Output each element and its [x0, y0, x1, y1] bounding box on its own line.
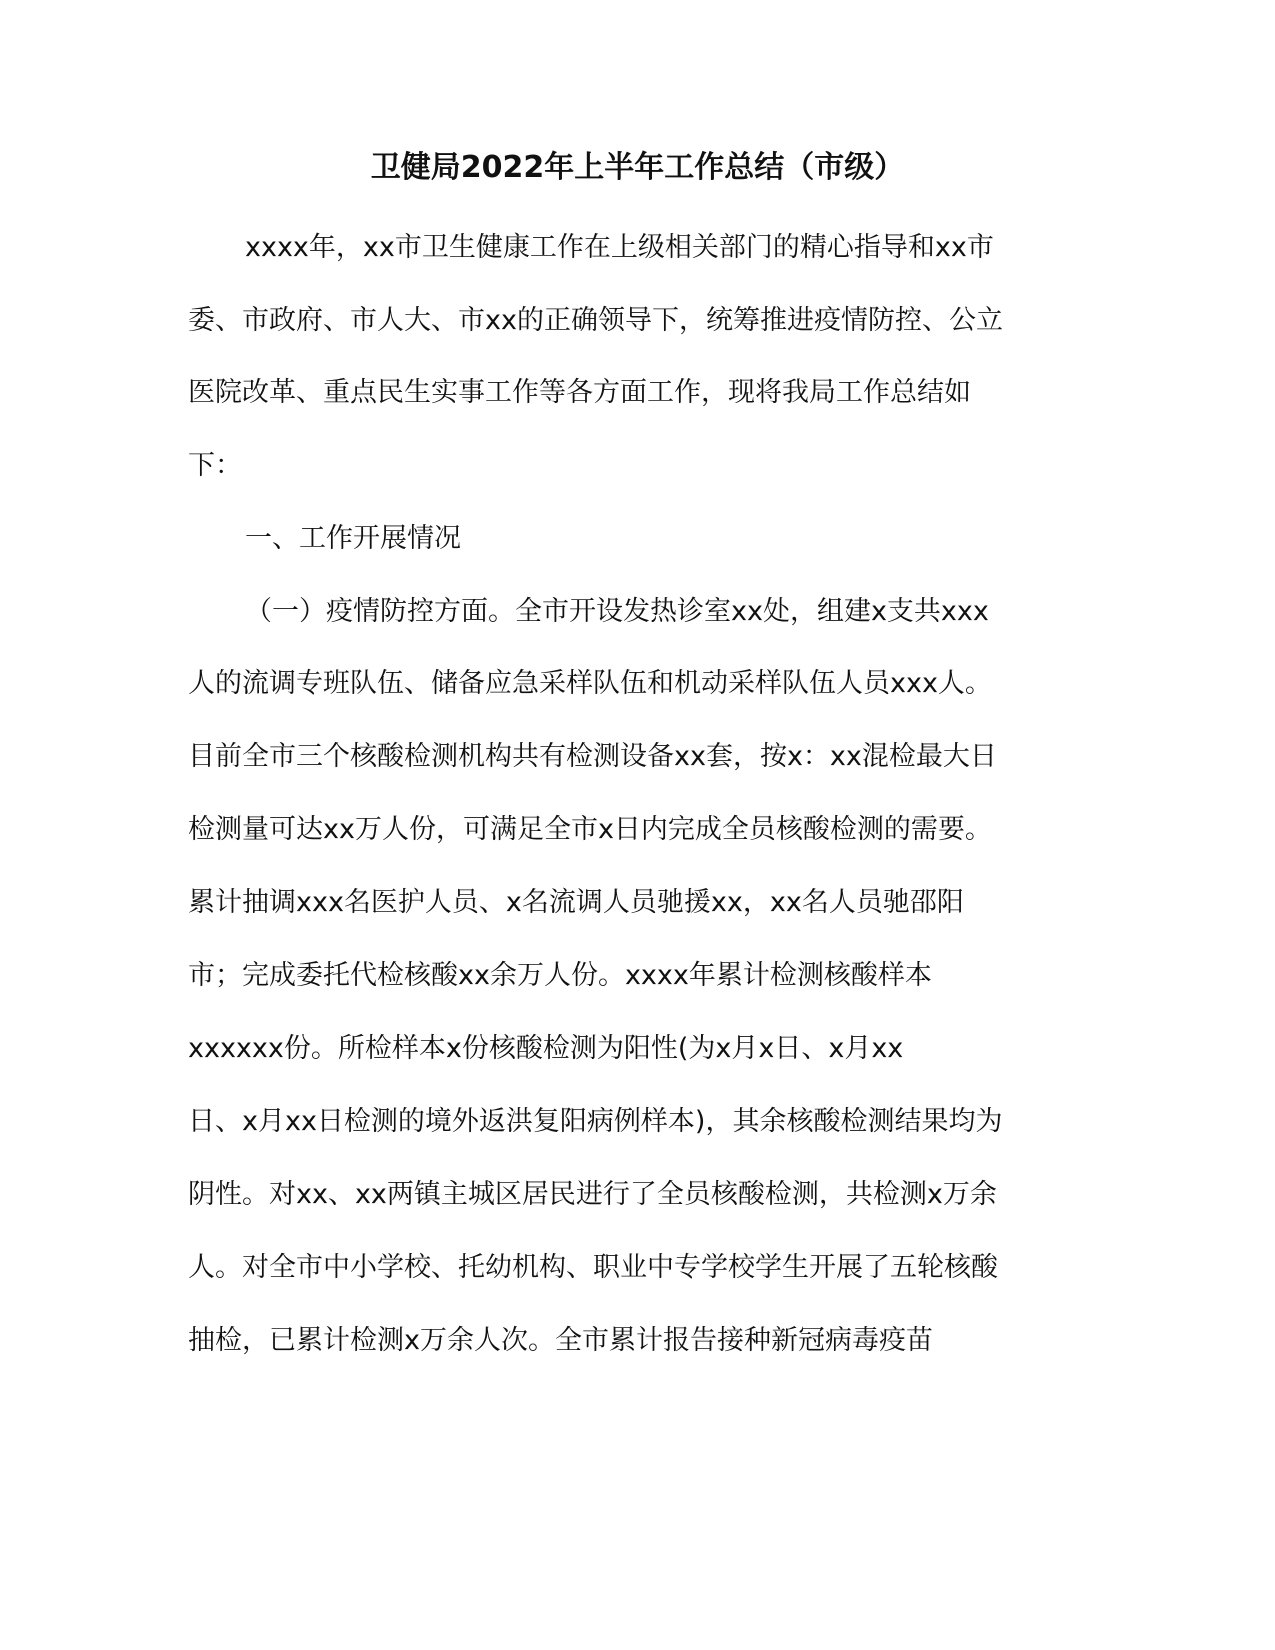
paragraph-line-15: 人。对全市中小学校、托幼机构、职业中专学校学生开展了五轮核酸 [188, 1252, 998, 1283]
paragraph-line-2: 委、市政府、市人大、市xx的正确领导下，统筹推进疫情防控、公立 [188, 305, 1003, 336]
paragraph-line-14: 阴性。对xx、xx两镇主城区居民进行了全员核酸检测，共检测x万余 [188, 1179, 997, 1210]
paragraph-line-12: xxxxxx份。所检样本x份核酸检测为阳性(为x月x日、x月xx [188, 1033, 904, 1064]
paragraph-line-4: 下： [188, 450, 242, 481]
paragraph-line-16: 抽检，已累计检测x万余人次。全市累计报告接种新冠病毒疫苗 [188, 1325, 933, 1356]
paragraph-line-3: 医院改革、重点民生实事工作等各方面工作，现将我局工作总结如 [188, 377, 971, 408]
paragraph-line-6: （一）疫情防控方面。全市开设发热诊室xx处，组建x支共xxx [245, 596, 989, 627]
paragraph-line-10: 累计抽调xxx名医护人员、x名流调人员驰援xx，xx名人员驰邵阳 [188, 887, 964, 918]
paragraph-line-7: 人的流调专班队伍、储备应急采样队伍和机动采样队伍人员xxx人。 [188, 668, 992, 699]
paragraph-line-13: 日、x月xx日检测的境外返洪复阳病例样本)，其余核酸检测结果均为 [188, 1106, 1003, 1137]
section-heading: 一、工作开展情况 [245, 523, 461, 554]
paragraph-line-9: 检测量可达xx万人份，可满足全市x日内完成全员核酸检测的需要。 [188, 814, 992, 845]
document-title: 卫健局2022年上半年工作总结（市级） [370, 150, 905, 185]
paragraph-line-1: xxxx年，xx市卫生健康工作在上级相关部门的精心指导和xx市 [245, 232, 994, 263]
paragraph-line-11: 市；完成委托代检核酸xx余万人份。xxxx年累计检测核酸样本 [188, 960, 932, 991]
paragraph-line-8: 目前全市三个核酸检测机构共有检测设备xx套，按x：xx混检最大日 [188, 741, 997, 772]
